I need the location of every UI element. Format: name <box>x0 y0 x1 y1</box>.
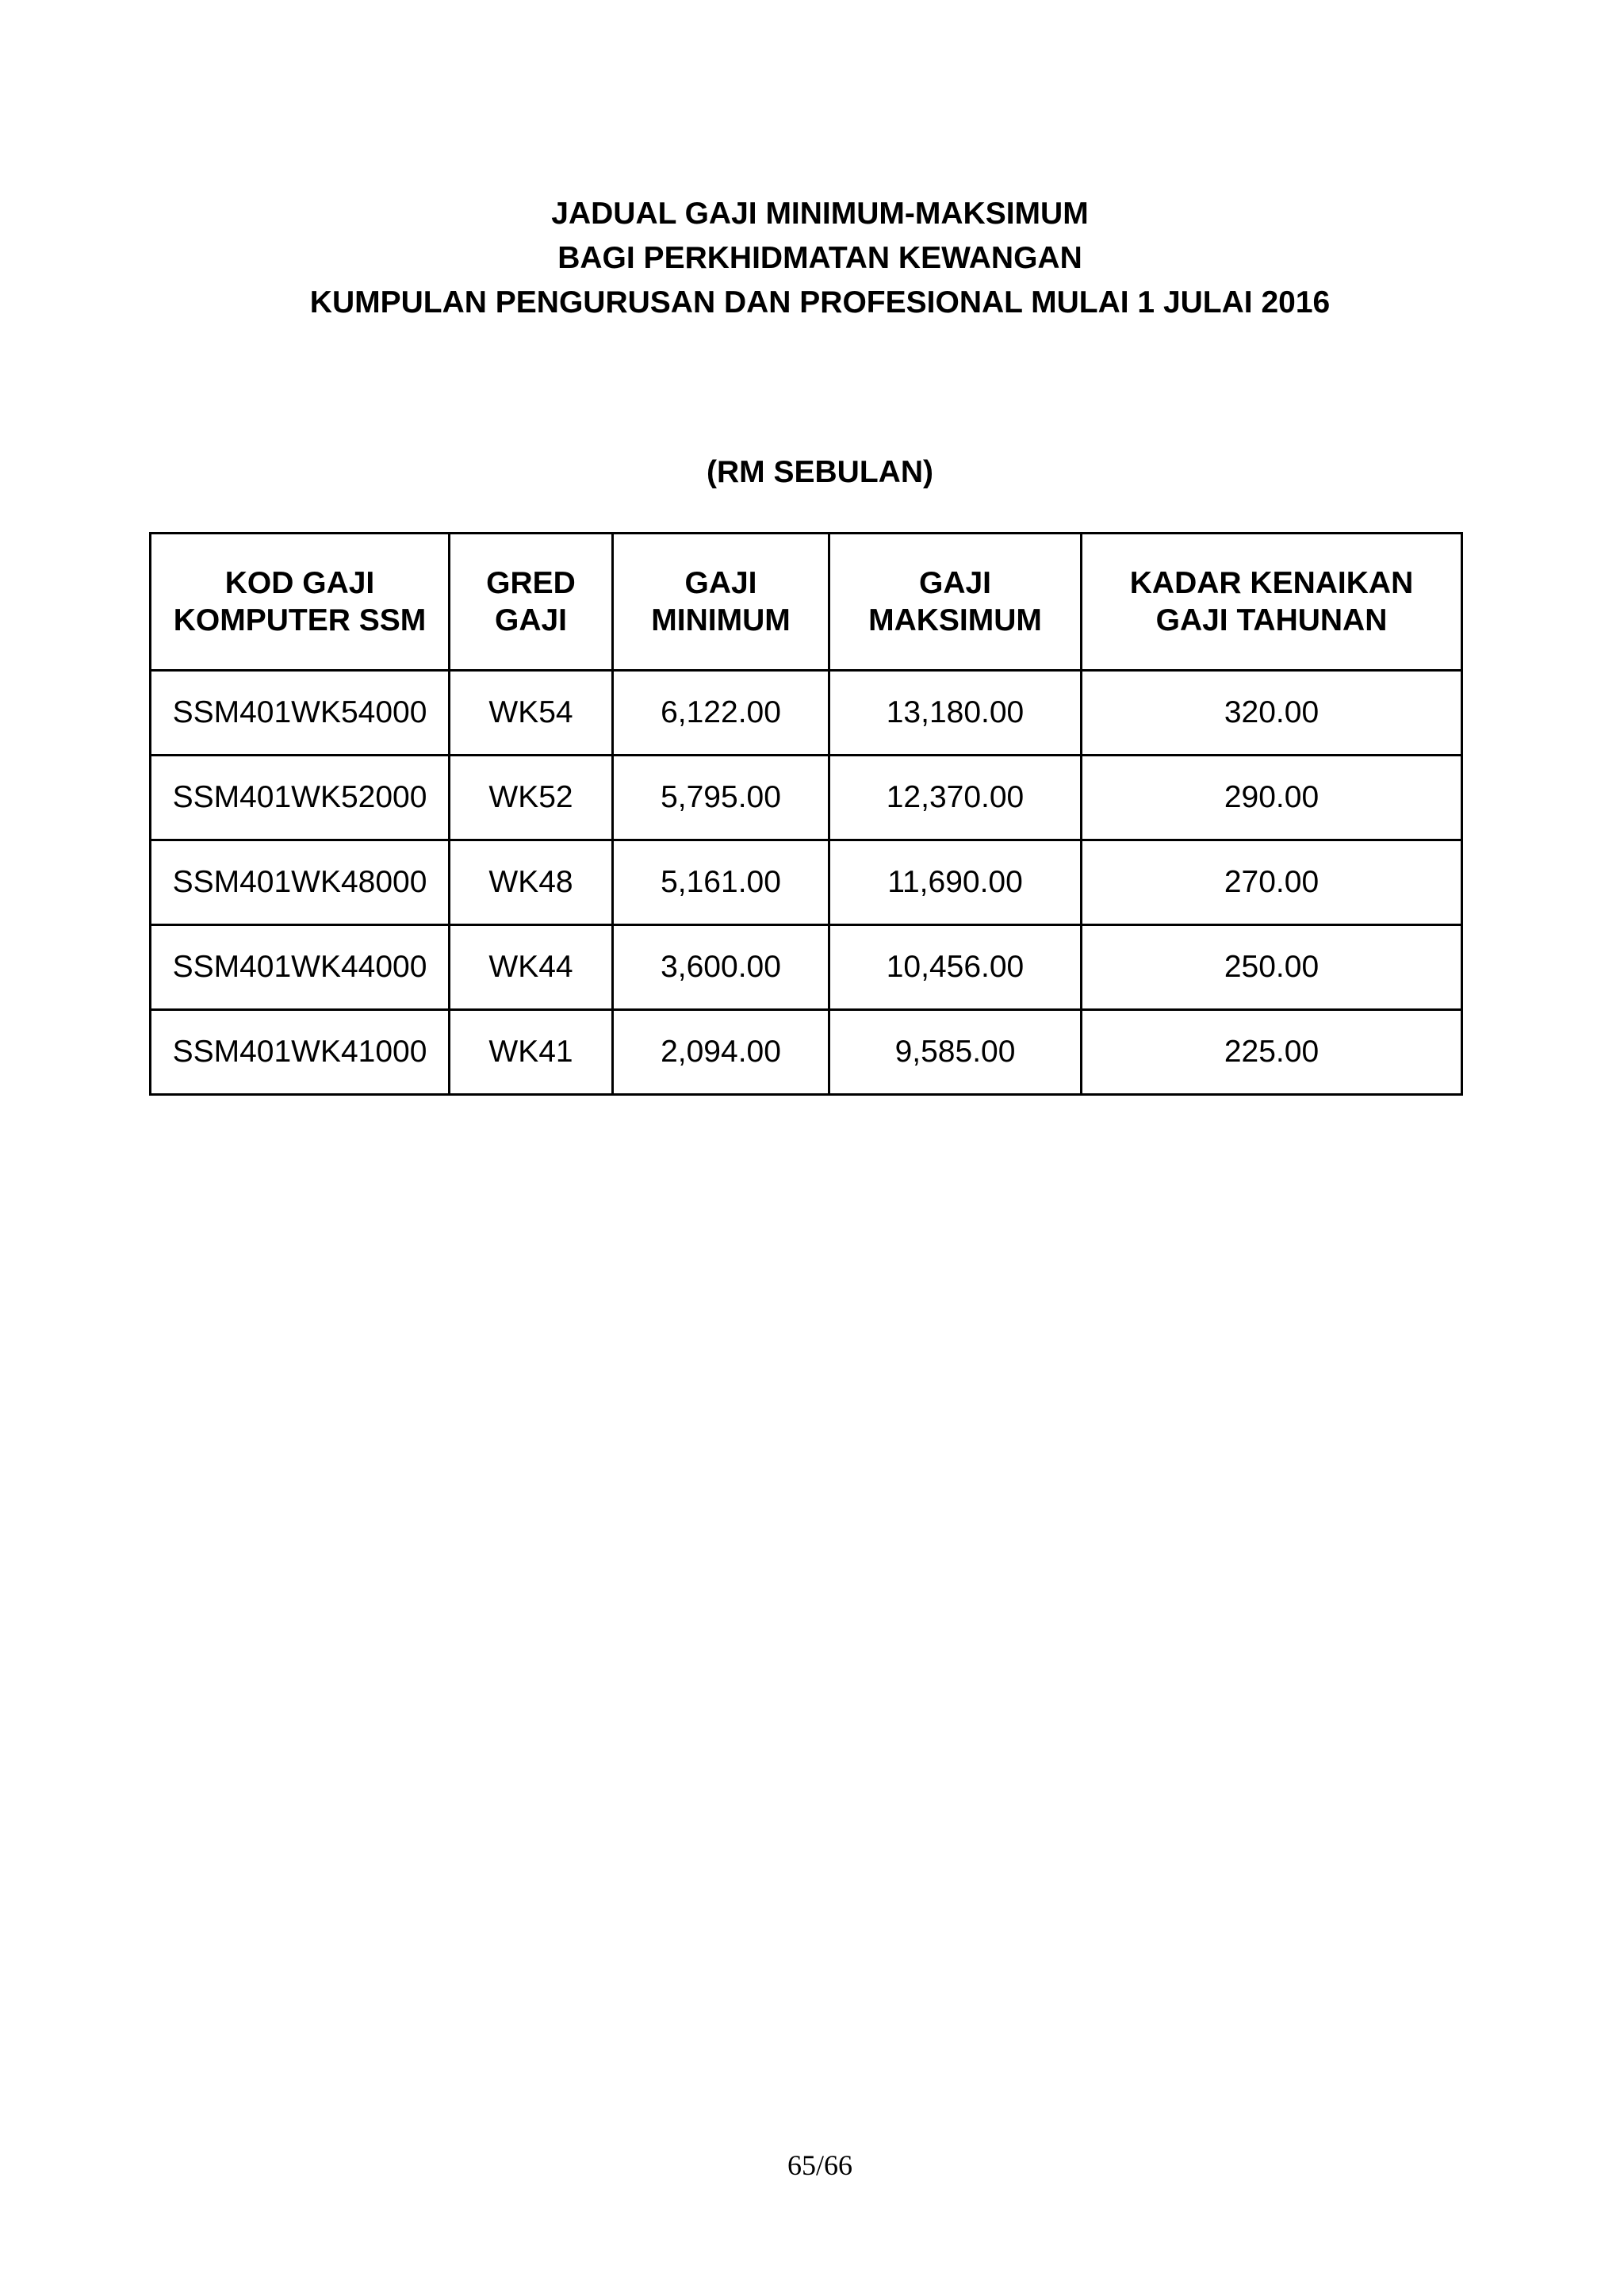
cell-gaji-maksimum: 12,370.00 <box>829 756 1082 840</box>
title-line-1: JADUAL GAJI MINIMUM-MAKSIMUM <box>551 197 1089 231</box>
cell-gred: WK52 <box>450 756 613 840</box>
cell-gaji-minimum: 3,600.00 <box>613 925 829 1010</box>
cell-kod-gaji: SSM401WK48000 <box>151 840 450 925</box>
header-text: KADAR KENAIKAN <box>1129 566 1414 600</box>
header-gaji-minimum <box>613 534 829 671</box>
header-text: GAJI <box>918 566 992 600</box>
header-text: KOD GAJI <box>224 566 375 600</box>
table-row <box>151 840 1462 925</box>
title-line-3: KUMPULAN PENGURUSAN DAN PROFESIONAL MULAI 1 JULAI 2016 <box>309 285 1331 320</box>
header-gaji-maksimum <box>829 534 1082 671</box>
cell-gaji-maksimum: 10,456.00 <box>829 925 1082 1010</box>
cell-gaji-maksimum: 13,180.00 <box>829 671 1082 756</box>
header-text: KOMPUTER SSM <box>173 603 427 637</box>
table-row <box>151 925 1462 1010</box>
table-row <box>151 671 1462 756</box>
cell-kod-gaji: SSM401WK54000 <box>151 671 450 756</box>
header-text: MAKSIMUM <box>868 603 1042 637</box>
cell-gred: WK48 <box>450 840 613 925</box>
header-kadar-kenaikan <box>1082 534 1462 671</box>
cell-kadar-kenaikan: 225.00 <box>1082 1010 1462 1095</box>
cell-gaji-maksimum: 9,585.00 <box>829 1010 1082 1095</box>
cell-gred: WK54 <box>450 671 613 756</box>
table-row <box>151 1010 1462 1095</box>
cell-gaji-minimum: 2,094.00 <box>613 1010 829 1095</box>
header-gred-gaji <box>450 534 613 671</box>
salary-table <box>149 532 1463 1096</box>
header-text: GAJI TAHUNAN <box>1155 603 1388 637</box>
table-row <box>151 756 1462 840</box>
cell-kadar-kenaikan: 290.00 <box>1082 756 1462 840</box>
cell-gaji-minimum: 6,122.00 <box>613 671 829 756</box>
cell-kod-gaji: SSM401WK44000 <box>151 925 450 1010</box>
cell-gaji-minimum: 5,795.00 <box>613 756 829 840</box>
header-text: MINIMUM <box>651 603 791 637</box>
title-line-2: BAGI PERKHIDMATAN KEWANGAN <box>557 241 1082 275</box>
page-number: 65/66 <box>787 2149 852 2181</box>
cell-gaji-maksimum: 11,690.00 <box>829 840 1082 925</box>
document-title <box>8 192 1624 325</box>
header-text: GAJI <box>494 603 568 637</box>
cell-gred: WK41 <box>450 1010 613 1095</box>
table-header-row <box>151 534 1462 671</box>
cell-kadar-kenaikan: 250.00 <box>1082 925 1462 1010</box>
cell-kod-gaji: SSM401WK52000 <box>151 756 450 840</box>
header-text: GAJI <box>684 566 757 600</box>
cell-kadar-kenaikan: 270.00 <box>1082 840 1462 925</box>
cell-gred: WK44 <box>450 925 613 1010</box>
cell-gaji-minimum: 5,161.00 <box>613 840 829 925</box>
header-text: GRED <box>486 566 576 600</box>
cell-kod-gaji: SSM401WK41000 <box>151 1010 450 1095</box>
header-kod-gaji <box>151 534 450 671</box>
currency-unit-label: (RM SEBULAN) <box>707 455 933 489</box>
cell-kadar-kenaikan: 320.00 <box>1082 671 1462 756</box>
